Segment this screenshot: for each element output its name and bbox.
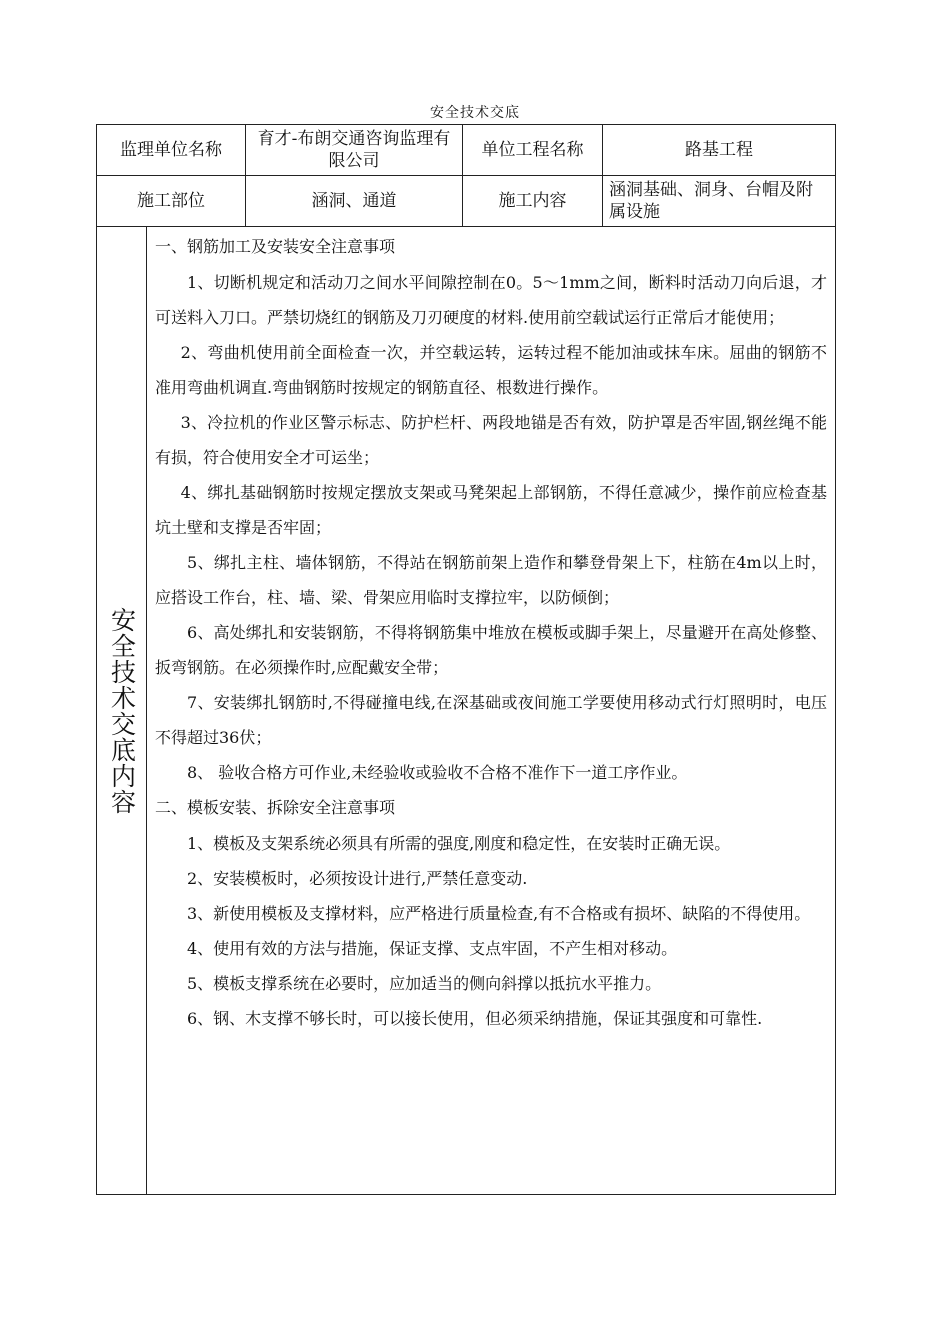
content-cell xyxy=(147,227,836,1195)
list-item: 5、绑扎主柱、墙体钢筋，不得站在钢筋前架上造作和攀登骨架上下，柱筋在4m以上时，应搭设工作台，柱、墙、梁、骨架应用临时支撑拉牢，以防倾倒； xyxy=(155,553,827,607)
list-item: 2、弯曲机使用前全面检查一次，并空载运转，运转过程不能加油或抹车床。屈曲的钢筋不准用弯曲机调直.弯曲钢筋时按规定的钢筋直径、根数进行操作。 xyxy=(155,343,827,397)
document-title: 安全技术交底 xyxy=(430,105,520,121)
list-item: 5、模板支撑系统在必要时，应加适当的侧向斜撑以抵抗水平推力。 xyxy=(187,974,662,993)
supervisor-label: 监理单位名称 xyxy=(97,125,246,176)
header-row-1 xyxy=(97,125,836,176)
list-item: 2、安装模板时，必须按设计进行,严禁任意变动. xyxy=(187,869,528,888)
list-item: 3、新使用模板及支撑材料，应严格进行质量检查,有不合格或有损坏、缺陷的不得使用。 xyxy=(187,904,811,923)
content-value: 涵洞基础、洞身、台帽及附属设施 xyxy=(603,176,836,227)
header-row-2 xyxy=(97,176,836,227)
content-row xyxy=(97,227,836,1195)
supervisor-value: 育才-布朗交通咨询监理有限公司 xyxy=(246,125,463,176)
list-item: 8、 验收合格方可作业,未经验收或验收不合格不准作下一道工序作业。 xyxy=(187,763,688,782)
list-item: 1、模板及支架系统必须具有所需的强度,刚度和稳定性，在安装时正确无误。 xyxy=(187,834,731,853)
content-label: 施工内容 xyxy=(463,176,603,227)
location-label: 施工部位 xyxy=(97,176,246,227)
list-item: 6、钢、木支撑不够长时，可以接长使用，但必须采纳措施，保证其强度和可靠性. xyxy=(187,1009,763,1028)
location-value: 涵洞、通道 xyxy=(246,176,463,227)
list-item: 3、冷拉机的作业区警示标志、防护栏杆、两段地锚是否有效，防护罩是否牢固,钢丝绳不能有损，符合使用安全才可运坐； xyxy=(155,413,827,467)
section-heading: 一、钢筋加工及安装安全注意事项 xyxy=(155,237,396,256)
section-heading: 二、模板安装、拆除安全注意事项 xyxy=(155,798,396,817)
side-label: 安全技术交底内容 xyxy=(107,606,137,815)
list-item: 4、绑扎基础钢筋时按规定摆放支架或马凳架起上部钢筋，不得任意减少，操作前应检查基坑土壁和支撑是否牢固； xyxy=(155,483,827,537)
side-label-cell xyxy=(97,227,147,1195)
list-item: 7、安装绑扎钢筋时,不得碰撞电线,在深基础或夜间施工学要使用移动式行灯照明时，电压不得超过36伏； xyxy=(155,693,827,747)
list-item: 4、使用有效的方法与措施，保证支撑、支点牢固，不产生相对移动。 xyxy=(187,939,678,958)
project-label: 单位工程名称 xyxy=(463,125,603,176)
list-item: 6、高处绑扎和安装钢筋，不得将钢筋集中堆放在模板或脚手架上，尽量避开在高处修整、扳弯钢筋。在必须操作时,应配戴安全带； xyxy=(155,623,827,677)
project-value: 路基工程 xyxy=(603,125,836,176)
safety-briefing-form xyxy=(96,124,836,1195)
list-item: 1、切断机规定和活动刀之间水平间隙控制在0。5～1mm之间，断料时活动刀向后退，才可送料入刀口。严禁切烧红的钢筋及刀刃硬度的材料.使用前空载试运行正常后才能使用； xyxy=(155,273,827,327)
